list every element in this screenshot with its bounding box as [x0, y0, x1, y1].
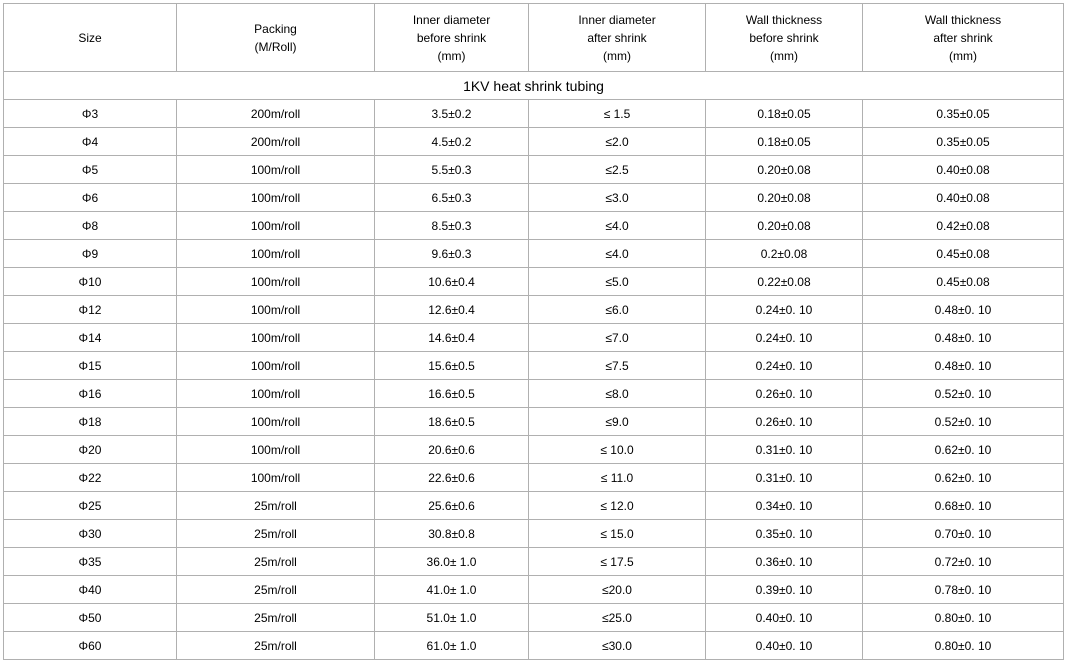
cell-inner-before: 25.6±0.6 [375, 492, 529, 520]
table-row [4, 380, 1064, 408]
cell-inner-before: 30.8±0.8 [375, 520, 529, 548]
cell-inner-after: ≤ 10.0 [529, 436, 706, 464]
cell-wall-after: 0.68±0. 10 [863, 492, 1064, 520]
cell-packing: 25m/roll [177, 548, 375, 576]
header-line: before shrink [749, 30, 819, 45]
cell-wall-after: 0.62±0. 10 [863, 464, 1064, 492]
cell-packing: 100m/roll [177, 268, 375, 296]
cell-inner-after: ≤2.0 [529, 128, 706, 156]
cell-inner-before: 14.6±0.4 [375, 324, 529, 352]
header-line: Inner diameter [578, 12, 656, 27]
cell-inner-before: 20.6±0.6 [375, 436, 529, 464]
cell-wall-after: 0.48±0. 10 [863, 296, 1064, 324]
cell-inner-after: ≤ 11.0 [529, 464, 706, 492]
cell-inner-before: 36.0± 1.0 [375, 548, 529, 576]
cell-wall-before: 0.40±0. 10 [706, 632, 863, 660]
cell-wall-before: 0.20±0.08 [706, 156, 863, 184]
cell-inner-before: 51.0± 1.0 [375, 604, 529, 632]
header-line: (mm) [949, 48, 977, 63]
cell-size: Φ14 [4, 324, 177, 352]
header-line: (mm) [770, 48, 798, 63]
header-row [4, 4, 1064, 72]
cell-inner-after: ≤ 17.5 [529, 548, 706, 576]
table-row [4, 352, 1064, 380]
cell-wall-before: 0.26±0. 10 [706, 408, 863, 436]
cell-packing: 200m/roll [177, 128, 375, 156]
cell-size: Φ16 [4, 380, 177, 408]
header-line: after shrink [933, 30, 993, 45]
cell-wall-after: 0.80±0. 10 [863, 632, 1064, 660]
cell-wall-after: 0.40±0.08 [863, 156, 1064, 184]
cell-packing: 100m/roll [177, 464, 375, 492]
table-row [4, 492, 1064, 520]
cell-inner-after: ≤7.0 [529, 324, 706, 352]
table-row [4, 548, 1064, 576]
table-row [4, 520, 1064, 548]
cell-inner-after: ≤ 12.0 [529, 492, 706, 520]
cell-wall-before: 0.40±0. 10 [706, 604, 863, 632]
header-line: Wall thickness [924, 12, 1002, 27]
cell-packing: 100m/roll [177, 240, 375, 268]
cell-packing: 100m/roll [177, 324, 375, 352]
header-line: Packing [254, 21, 297, 36]
cell-wall-after: 0.72±0. 10 [863, 548, 1064, 576]
cell-wall-before: 0.22±0.08 [706, 268, 863, 296]
cell-wall-after: 0.45±0.08 [863, 240, 1064, 268]
header-size [4, 4, 177, 72]
cell-inner-after: ≤30.0 [529, 632, 706, 660]
table-row [4, 240, 1064, 268]
spec-table [3, 3, 1064, 660]
cell-wall-before: 0.35±0. 10 [706, 520, 863, 548]
cell-size: Φ35 [4, 548, 177, 576]
table-row [4, 604, 1064, 632]
table-body [4, 72, 1064, 660]
cell-inner-after: ≤7.5 [529, 352, 706, 380]
table-row [4, 324, 1064, 352]
table-row [4, 128, 1064, 156]
cell-packing: 25m/roll [177, 492, 375, 520]
cell-inner-after: ≤8.0 [529, 380, 706, 408]
cell-inner-before: 10.6±0.4 [375, 268, 529, 296]
header-packing [177, 4, 375, 72]
cell-wall-before: 0.18±0.05 [706, 128, 863, 156]
cell-packing: 25m/roll [177, 604, 375, 632]
cell-wall-before: 0.20±0.08 [706, 184, 863, 212]
cell-wall-after: 0.40±0.08 [863, 184, 1064, 212]
cell-wall-after: 0.78±0. 10 [863, 576, 1064, 604]
header-line: after shrink [587, 30, 647, 45]
section-row [4, 72, 1064, 100]
cell-size: Φ12 [4, 296, 177, 324]
cell-wall-before: 0.24±0. 10 [706, 296, 863, 324]
cell-packing: 100m/roll [177, 184, 375, 212]
header-line: (M/Roll) [254, 39, 297, 54]
cell-wall-before: 0.20±0.08 [706, 212, 863, 240]
cell-size: Φ25 [4, 492, 177, 520]
cell-wall-before: 0.39±0. 10 [706, 576, 863, 604]
cell-size: Φ20 [4, 436, 177, 464]
header-line: (mm) [603, 48, 631, 63]
header-inner-after [529, 4, 706, 72]
cell-packing: 100m/roll [177, 408, 375, 436]
table-row [4, 212, 1064, 240]
section-title: 1KV heat shrink tubing [4, 72, 1064, 100]
table-row [4, 184, 1064, 212]
header-line: before shrink [416, 30, 487, 45]
cell-inner-before: 8.5±0.3 [375, 212, 529, 240]
cell-packing: 25m/roll [177, 576, 375, 604]
cell-inner-before: 4.5±0.2 [375, 128, 529, 156]
header-line: (mm) [437, 48, 466, 63]
table-row [4, 464, 1064, 492]
cell-wall-before: 0.2±0.08 [706, 240, 863, 268]
cell-wall-after: 0.70±0. 10 [863, 520, 1064, 548]
cell-inner-before: 6.5±0.3 [375, 184, 529, 212]
header-inner-before [375, 4, 529, 72]
cell-wall-before: 0.18±0.05 [706, 100, 863, 128]
cell-inner-after: ≤3.0 [529, 184, 706, 212]
cell-inner-after: ≤5.0 [529, 268, 706, 296]
cell-wall-before: 0.24±0. 10 [706, 324, 863, 352]
header-line: Size [78, 30, 102, 45]
cell-inner-after: ≤ 15.0 [529, 520, 706, 548]
cell-wall-before: 0.24±0. 10 [706, 352, 863, 380]
header-wall-before [706, 4, 863, 72]
cell-inner-before: 16.6±0.5 [375, 380, 529, 408]
cell-inner-after: ≤4.0 [529, 212, 706, 240]
table-row [4, 436, 1064, 464]
header-line: Wall thickness [745, 12, 823, 27]
cell-packing: 100m/roll [177, 380, 375, 408]
header-line: Inner diameter [412, 12, 491, 27]
cell-wall-after: 0.52±0. 10 [863, 380, 1064, 408]
cell-size: Φ3 [4, 100, 177, 128]
cell-wall-after: 0.42±0.08 [863, 212, 1064, 240]
cell-size: Φ10 [4, 268, 177, 296]
cell-inner-after: ≤4.0 [529, 240, 706, 268]
cell-size: Φ5 [4, 156, 177, 184]
cell-wall-before: 0.31±0. 10 [706, 464, 863, 492]
cell-wall-after: 0.62±0. 10 [863, 436, 1064, 464]
table-row [4, 156, 1064, 184]
cell-packing: 100m/roll [177, 296, 375, 324]
cell-packing: 100m/roll [177, 156, 375, 184]
header-wall-after [863, 4, 1064, 72]
cell-size: Φ15 [4, 352, 177, 380]
cell-inner-after: ≤9.0 [529, 408, 706, 436]
cell-inner-before: 22.6±0.6 [375, 464, 529, 492]
cell-wall-before: 0.36±0. 10 [706, 548, 863, 576]
cell-inner-before: 61.0± 1.0 [375, 632, 529, 660]
cell-size: Φ40 [4, 576, 177, 604]
cell-wall-after: 0.48±0. 10 [863, 324, 1064, 352]
cell-inner-before: 9.6±0.3 [375, 240, 529, 268]
cell-size: Φ30 [4, 520, 177, 548]
cell-size: Φ60 [4, 632, 177, 660]
cell-wall-after: 0.52±0. 10 [863, 408, 1064, 436]
cell-packing: 100m/roll [177, 212, 375, 240]
table-row [4, 576, 1064, 604]
cell-packing: 25m/roll [177, 632, 375, 660]
table-row [4, 408, 1064, 436]
cell-inner-before: 3.5±0.2 [375, 100, 529, 128]
cell-inner-after: ≤2.5 [529, 156, 706, 184]
table-row [4, 632, 1064, 660]
cell-size: Φ18 [4, 408, 177, 436]
cell-packing: 100m/roll [177, 436, 375, 464]
cell-inner-before: 15.6±0.5 [375, 352, 529, 380]
cell-inner-after: ≤20.0 [529, 576, 706, 604]
cell-inner-before: 41.0± 1.0 [375, 576, 529, 604]
table-row [4, 296, 1064, 324]
cell-size: Φ4 [4, 128, 177, 156]
cell-size: Φ9 [4, 240, 177, 268]
cell-size: Φ8 [4, 212, 177, 240]
table-row [4, 268, 1064, 296]
cell-packing: 25m/roll [177, 520, 375, 548]
cell-inner-after: ≤25.0 [529, 604, 706, 632]
cell-wall-after: 0.35±0.05 [863, 100, 1064, 128]
cell-inner-before: 5.5±0.3 [375, 156, 529, 184]
cell-packing: 100m/roll [177, 352, 375, 380]
cell-inner-before: 12.6±0.4 [375, 296, 529, 324]
cell-wall-before: 0.26±0. 10 [706, 380, 863, 408]
cell-packing: 200m/roll [177, 100, 375, 128]
cell-size: Φ6 [4, 184, 177, 212]
cell-wall-after: 0.35±0.05 [863, 128, 1064, 156]
cell-inner-after: ≤ 1.5 [529, 100, 706, 128]
cell-inner-before: 18.6±0.5 [375, 408, 529, 436]
cell-inner-after: ≤6.0 [529, 296, 706, 324]
cell-wall-before: 0.31±0. 10 [706, 436, 863, 464]
cell-size: Φ22 [4, 464, 177, 492]
cell-wall-after: 0.48±0. 10 [863, 352, 1064, 380]
cell-wall-after: 0.80±0. 10 [863, 604, 1064, 632]
cell-wall-before: 0.34±0. 10 [706, 492, 863, 520]
cell-size: Φ50 [4, 604, 177, 632]
cell-wall-after: 0.45±0.08 [863, 268, 1064, 296]
table-row [4, 100, 1064, 128]
